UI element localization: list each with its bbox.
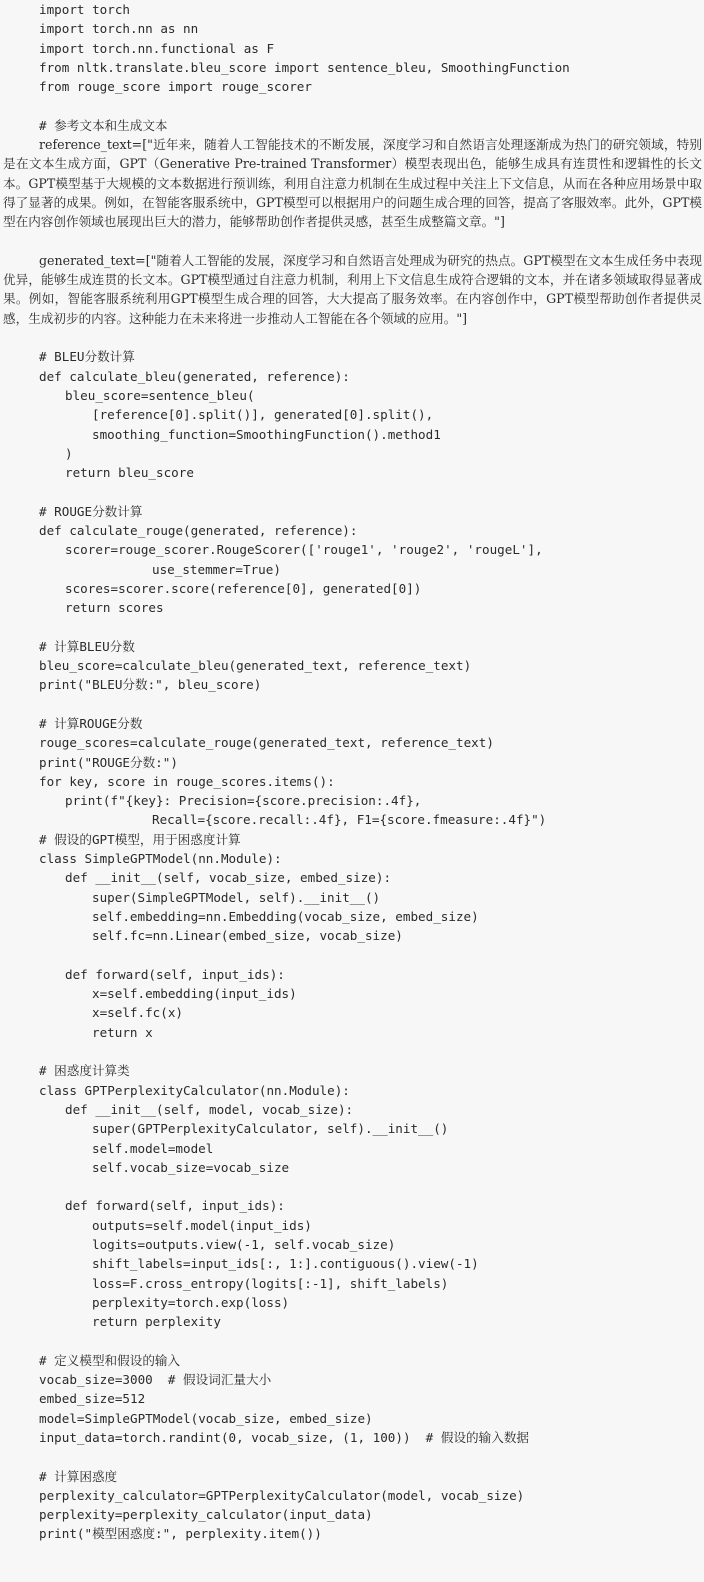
code-line-import: import torch.nn.functional as F [39, 40, 275, 56]
code-line: smoothing_function=SmoothingFunction().method1 [92, 426, 441, 442]
code-comment: # 定义模型和假设的输入 [39, 1352, 181, 1368]
code-line: self.fc=nn.Linear(embed_size, vocab_size) [92, 928, 403, 944]
reference-text-paragraph: reference_text=["近年来，随着人工智能技术的不断发展，深度学习和自然语言处理逐渐成为热门的研究领域，特别是在文本生成方面，GPT（Generative Pre-trained Transformer）模型表现出色，能够生成具有连贯性和逻辑性的长文本。GPT模型基于大规模的文本数据进行预训练，利用自注意力机制在生成过程中关注上下文信息，从而在各种应用场景中取得了显著的成果。例如，在智能客服系统中，GPT模型可以根据用户的问题生成合理的回答，提高了客服效率。此外，GPT模型在内容创作领域也展现出巨大的潜力，能够帮助创作者提供灵感，甚至生成整篇文章。"] [3, 137, 702, 230]
code-line: bleu_score=sentence_bleu( [65, 387, 255, 403]
code-line: logits=outputs.view(-1, self.vocab_size) [92, 1237, 396, 1252]
code-line: def calculate_bleu(generated, reference): [39, 368, 350, 384]
blank-line [0, 946, 704, 965]
code-line: use_stemmer=True) [152, 561, 281, 577]
code-line: perplexity_calculator=GPTPerplexityCalculator(model, vocab_size) [39, 1487, 525, 1503]
code-line: Recall={score.recall:.4f}, F1={score.fmeasure:.4f}") [152, 812, 547, 828]
code-line-import: from nltk.translate.bleu_score import sentence_bleu, SmoothingFunction [39, 59, 570, 75]
code-line: perplexity=torch.exp(loss) [92, 1294, 290, 1310]
code-comment: # 参考文本和生成文本 [39, 117, 168, 133]
code-comment: # 假设的GPT模型，用于困惑度计算 [39, 831, 241, 847]
code-line: def forward(self, input_ids): [65, 1198, 285, 1214]
code-line: print("ROUGE分数:") [39, 754, 178, 770]
code-line: vocab_size=3000 # 假设词汇量大小 [39, 1372, 272, 1388]
blank-line [0, 1042, 704, 1061]
code-line: print("BLEU分数:", bleu_score) [39, 677, 262, 693]
code-line: model=SimpleGPTModel(vocab_size, embed_size) [39, 1410, 373, 1426]
code-comment: # 计算ROUGE分数 [39, 715, 143, 731]
blank-line [0, 618, 704, 637]
code-line: return scores [65, 600, 164, 616]
blank-line [0, 96, 704, 115]
code-line: class SimpleGPTModel(nn.Module): [39, 851, 282, 867]
blank-line [0, 1177, 704, 1196]
code-line: rouge_scores=calculate_rouge(generated_text, reference_text) [39, 735, 494, 751]
code-line: scores=scorer.score(reference[0], generated[0]) [65, 580, 422, 596]
code-line-import: import torch.nn as nn [39, 21, 199, 37]
code-line: input_data=torch.randint(0, vocab_size, (1, 100)) # 假设的输入数据 [39, 1429, 530, 1445]
code-line: for key, score in rouge_scores.items(): [39, 773, 335, 789]
code-comment: # ROUGE分数计算 [39, 503, 143, 519]
code-line: return x [92, 1024, 153, 1040]
code-line: def calculate_rouge(generated, reference): [39, 523, 358, 539]
code-line: x=self.embedding(input_ids) [92, 986, 297, 1002]
code-line: embed_size=512 [39, 1391, 146, 1407]
code-line: def __init__(self, vocab_size, embed_size): [65, 870, 392, 886]
code-line: self.model=model [92, 1140, 214, 1156]
code-line: def forward(self, input_ids): [65, 966, 285, 982]
blank-line [0, 1447, 704, 1466]
code-line: super(SimpleGPTModel, self).__init__() [92, 889, 381, 905]
blank-line [0, 328, 704, 347]
blank-line [0, 1331, 704, 1350]
code-line-import: from rouge_score import rouge_scorer [39, 79, 312, 95]
blank-line [0, 232, 704, 251]
code-line: bleu_score=calculate_bleu(generated_text, reference_text) [39, 658, 472, 674]
blank-line [0, 482, 704, 501]
code-line: scorer=rouge_scorer.RougeScorer(['rouge1', 'rouge2', 'rougeL'], [65, 542, 543, 558]
code-line: self.embedding=nn.Embedding(vocab_size, embed_size) [92, 908, 479, 924]
code-line: perplexity=perplexity_calculator(input_data) [39, 1507, 373, 1523]
generated-text-paragraph: generated_text=["随着人工智能的发展，深度学习和自然语言处理成为研究的热点。GPT模型在文本生成任务中表现优异，能够生成连贯的长文本。GPT模型通过自注意力机制，利用上下文信息生成符合逻辑的文本，并在诸多领域取得显著成果。例如，智能客服系统利用GPT模型生成合理的回答，大大提高了服务效率。在内容创作中，GPT模型帮助创作者提供灵感，生成初步的内容。这种能力在未来将进一步推动人工智能在各个领域的应用。"] [3, 252, 702, 326]
code-line: self.vocab_size=vocab_size [92, 1159, 290, 1175]
code-comment: # 计算BLEU分数 [39, 638, 135, 654]
code-line: return perplexity [92, 1314, 221, 1330]
code-line-import: import torch [39, 2, 130, 17]
code-line: print("模型困惑度:", perplexity.item()) [39, 1526, 322, 1542]
code-comment: # BLEU分数计算 [39, 349, 135, 365]
code-line: shift_labels=input_ids[:, 1:].contiguous().view(-1) [92, 1256, 479, 1272]
code-line: loss=F.cross_entropy(logits[:-1], shift_labels) [92, 1275, 449, 1291]
code-line: outputs=self.model(input_ids) [92, 1217, 312, 1233]
code-line: super(GPTPerplexityCalculator, self).__init__() [92, 1121, 449, 1137]
code-line: [reference[0].split()], generated[0].split(), [92, 407, 434, 423]
code-line: class GPTPerplexityCalculator(nn.Module): [39, 1082, 350, 1098]
code-comment: # 计算困惑度 [39, 1468, 118, 1484]
code-line: ) [65, 445, 73, 461]
code-line: def __init__(self, model, vocab_size): [65, 1101, 354, 1117]
code-line: return bleu_score [65, 465, 194, 481]
code-line: x=self.fc(x) [92, 1005, 183, 1021]
blank-line [0, 695, 704, 714]
code-line: print(f"{key}: Precision={score.precision:.4f}, [65, 793, 422, 809]
code-comment: # 困惑度计算类 [39, 1063, 130, 1079]
